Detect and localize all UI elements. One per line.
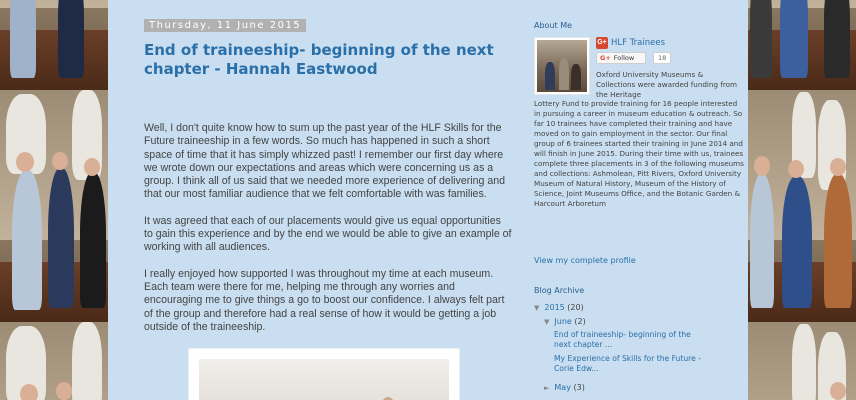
archive-post-link[interactable]: My Experience of Skills for the Future - Corie Edw... — [554, 354, 701, 373]
about-me-heading: About Me — [534, 21, 573, 30]
post-paragraph: I really enjoyed how supported I was throughout my time at each museum. Each team were there for me, helping me through any worries and encouraging me to give things a go to boost our confidence. I always felt part of the group and therefore had a real sense of how it would be getting a job outside of the traineeship. — [144, 267, 505, 333]
background-photo-tile — [0, 322, 108, 400]
about-intro-text: Oxford University Museums & Collections were awarded funding from the Heritage — [596, 70, 738, 99]
archive-month-may[interactable]: ► May (3) — [544, 383, 585, 392]
background-photo-tile — [748, 0, 856, 90]
post-image[interactable] — [188, 348, 460, 400]
post-body — [144, 122, 512, 347]
sidebar — [534, 0, 748, 400]
expanded-triangle-icon[interactable]: ▼ — [544, 318, 550, 326]
google-plus-icon[interactable]: G+ — [596, 37, 608, 49]
background-photo-tile — [0, 90, 108, 322]
post-paragraph: Well, I don't quite know how to sum up the past year of the HLF Skills for the Future traineeship in a few words. So much has happened in such a short space of time that it has simply whizzed past! I remember our first day where we wrote down our expectations and areas which were concerning us as a group. I think all of us said that we needed more experience of delivering and that our most familiar audience that we felt comfortable with was families. — [144, 122, 505, 201]
archive-year-2015[interactable]: ▼ 2015 (20) — [534, 303, 584, 312]
post-paragraph: It was agreed that each of our placements would give us equal opportunities to gain this experience and by the end we would be able to give an example of working with all audiences. — [144, 214, 512, 254]
background-photo-strip-right — [748, 0, 856, 400]
follower-count: 18 — [653, 52, 671, 64]
profile-photo[interactable] — [534, 37, 590, 95]
follow-label: Follow — [613, 54, 635, 62]
post-date-header: Thursday, 11 June 2015 — [144, 19, 306, 32]
profile-name-link[interactable]: HLF Trainees — [611, 38, 666, 48]
background-photo-tile — [748, 322, 856, 400]
view-profile-link[interactable]: View my complete profile — [534, 256, 636, 265]
google-plus-icon: G+ — [600, 54, 611, 62]
background-photo-strip-left — [0, 0, 108, 400]
post-title-link[interactable]: End of traineeship- beginning of the next chapter - Hannah Eastwood — [144, 41, 494, 78]
archive-post-link[interactable]: End of traineeship- beginning of the next chapter ... — [554, 330, 691, 349]
blog-content-area — [108, 0, 748, 400]
expanded-triangle-icon[interactable]: ▼ — [534, 304, 540, 312]
archive-month-june[interactable]: ▼ June (2) — [544, 317, 586, 326]
blog-post — [108, 0, 520, 400]
follow-button[interactable] — [596, 52, 646, 64]
background-photo-tile — [0, 0, 108, 90]
blog-archive-heading: Blog Archive — [534, 286, 585, 295]
about-description: Lottery Fund to provide training for 16 people interested in pursuing a career in museum education & outreach. So far 10 trainees have completed their training and have moved on to gain employment in the sector. Our final group of 6 trainees started their training in June 2014 and will finish in June 2015. During their time with us, trainees complete three placements in 3 of the following museums and collections: Ashmolean, Pitt Rivers, Oxford University Museum of Natural History, Museum of the History of Science, Joint Museums Office, and the Botanic Garden & Harcourt Arboretum — [534, 99, 744, 208]
background-photo-tile — [748, 90, 856, 322]
collapsed-triangle-icon[interactable]: ► — [544, 384, 550, 392]
